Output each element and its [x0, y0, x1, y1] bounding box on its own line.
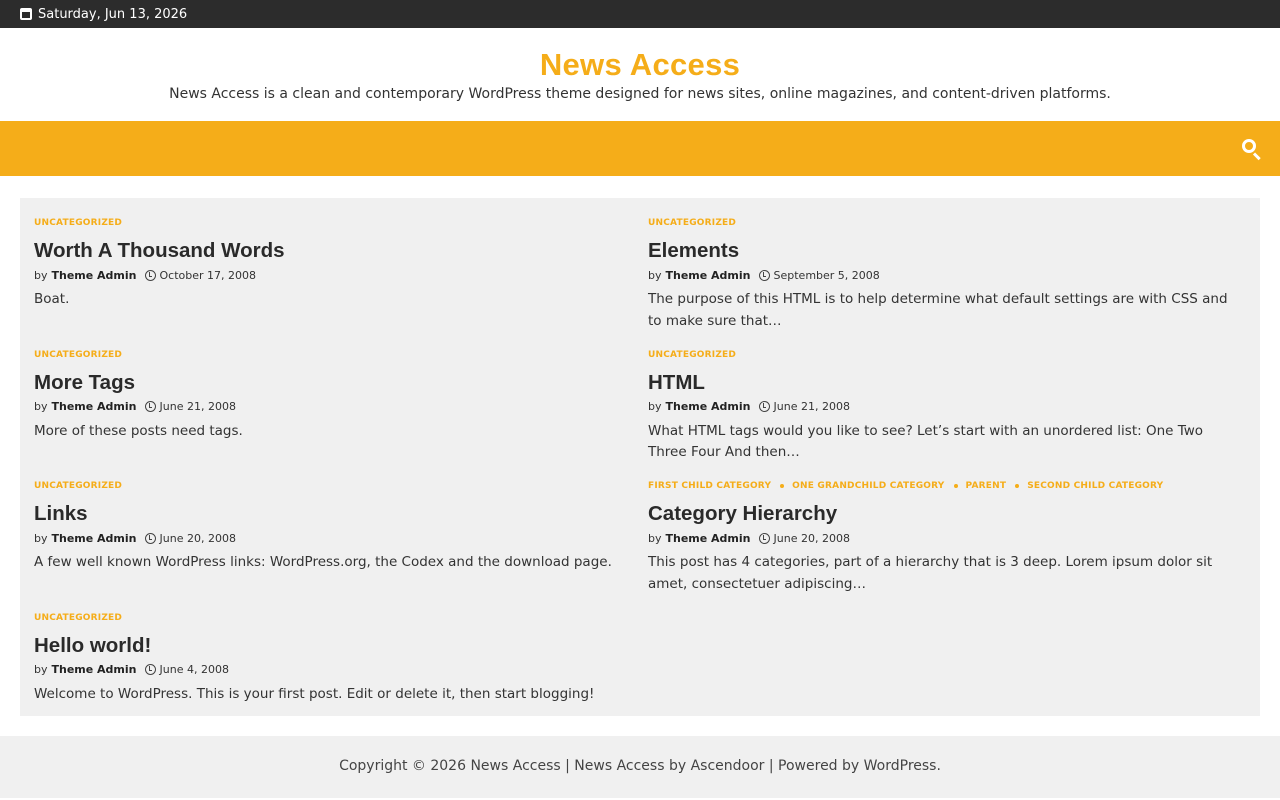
post-categories [648, 216, 1248, 230]
post-title[interactable]: Category Hierarchy [648, 502, 838, 525]
footer-dot: . [936, 758, 941, 774]
category-separator [780, 484, 784, 488]
post-meta [34, 529, 648, 547]
footer-theme-link[interactable]: News Access [574, 758, 665, 774]
footer-by: by [668, 758, 687, 774]
post-date[interactable]: June 21, 2008 [159, 400, 236, 413]
post-title[interactable]: Worth A Thousand Words [34, 239, 285, 262]
post-date[interactable]: June 20, 2008 [159, 531, 236, 545]
post-meta [34, 266, 648, 284]
author-link[interactable]: Theme Admin [665, 268, 751, 282]
clock-icon [759, 533, 770, 544]
footer-powered: | Powered by [768, 758, 860, 774]
post-excerpt: The purpose of this HTML is to help determine what default settings are with CSS and to make sure that… [648, 291, 1228, 329]
copyright-text: Copyright © 2026 [339, 758, 466, 774]
author-link[interactable]: Theme Admin [51, 268, 137, 282]
clock-icon [145, 533, 156, 544]
category-link[interactable]: SECOND CHILD CATEGORY [1027, 481, 1164, 491]
by-label: by [648, 531, 662, 545]
post-excerpt: A few well known WordPress links: WordPress.org, the Codex and the download page. [34, 554, 612, 570]
post-excerpt: What HTML tags would you like to see? Let’s start with an unordered list: One Two Three Four And then… [648, 422, 1204, 460]
footer-site-link[interactable]: News Access [470, 758, 561, 774]
search-icon[interactable] [1240, 137, 1264, 161]
post-categories [34, 479, 648, 493]
post-date[interactable]: June 20, 2008 [773, 531, 850, 545]
post-date[interactable]: June 21, 2008 [773, 400, 850, 413]
category-separator [1015, 484, 1019, 488]
post-card [34, 475, 648, 607]
author-link[interactable]: Theme Admin [51, 531, 137, 545]
post-card [34, 344, 648, 476]
category-link[interactable]: UNCATEGORIZED [34, 349, 123, 360]
current-date: Saturday, Jun 13, 2026 [38, 6, 188, 22]
author-link[interactable]: Theme Admin [665, 400, 751, 413]
footer-wordpress-link[interactable]: WordPress [863, 758, 937, 774]
post-meta [34, 661, 648, 679]
footer-author-link[interactable]: Ascendoor [690, 758, 765, 774]
site-description: News Access is a clean and contemporary WordPress theme designed for news sites, online magazines, and content-driven platforms. [169, 86, 1111, 102]
category-separator [954, 484, 958, 488]
author-link[interactable]: Theme Admin [51, 663, 137, 676]
main-navigation [0, 121, 1280, 176]
post-title[interactable]: More Tags [34, 370, 135, 394]
post-title[interactable]: Elements [648, 239, 740, 262]
post-excerpt: This post has 4 categories, part of a hierarchy that is 3 deep. Lorem ipsum dolor sit amet, consectetuer adipiscing… [648, 554, 1213, 592]
site-branding [0, 28, 1280, 121]
post-excerpt: Boat. [34, 291, 70, 307]
post-card [34, 212, 648, 344]
category-link[interactable]: FIRST CHILD CATEGORY [648, 481, 772, 491]
post-excerpt: More of these posts need tags. [34, 422, 243, 439]
author-link[interactable]: Theme Admin [51, 400, 137, 413]
post-excerpt: Welcome to WordPress. This is your first post. Edit or delete it, then start blogging! [34, 685, 595, 702]
category-link[interactable]: UNCATEGORIZED [648, 349, 737, 360]
post-card [34, 607, 648, 739]
clock-icon [759, 270, 770, 281]
clock-icon [145, 664, 156, 675]
category-link[interactable]: UNCATEGORIZED [34, 481, 123, 491]
post-card [648, 344, 1248, 476]
by-label: by [34, 400, 48, 413]
site-title[interactable]: News Access [539, 47, 741, 82]
category-link[interactable]: UNCATEGORIZED [34, 218, 123, 228]
post-categories [648, 348, 1248, 362]
post-date[interactable]: June 4, 2008 [159, 663, 229, 676]
by-label: by [648, 268, 662, 282]
post-meta [34, 398, 648, 416]
calendar-icon [20, 8, 32, 20]
post-categories [34, 348, 648, 362]
category-link[interactable]: UNCATEGORIZED [648, 218, 737, 228]
post-date[interactable]: September 5, 2008 [773, 268, 880, 282]
post-meta [648, 266, 1248, 284]
post-meta [648, 529, 1248, 547]
category-link[interactable]: PARENT [965, 481, 1007, 491]
post-categories [648, 479, 1248, 493]
top-bar [0, 0, 1280, 28]
footer-separator: | [565, 758, 570, 774]
by-label: by [34, 663, 48, 676]
post-title[interactable]: HTML [648, 370, 705, 394]
author-link[interactable]: Theme Admin [665, 531, 751, 545]
post-meta [648, 398, 1248, 416]
site-footer [0, 736, 1280, 798]
by-label: by [34, 268, 48, 282]
clock-icon [759, 401, 770, 412]
post-title[interactable]: Links [34, 502, 88, 525]
clock-icon [145, 401, 156, 412]
post-card [648, 212, 1248, 344]
post-title[interactable]: Hello world! [34, 633, 152, 657]
by-label: by [648, 400, 662, 413]
category-link[interactable]: ONE GRANDCHILD CATEGORY [792, 481, 945, 491]
category-link[interactable]: UNCATEGORIZED [34, 612, 123, 623]
post-categories [34, 216, 648, 230]
post-card [648, 475, 1248, 607]
clock-icon [145, 270, 156, 281]
post-date[interactable]: October 17, 2008 [159, 268, 257, 282]
posts-grid [20, 198, 1260, 716]
by-label: by [34, 531, 48, 545]
post-categories [34, 611, 648, 625]
